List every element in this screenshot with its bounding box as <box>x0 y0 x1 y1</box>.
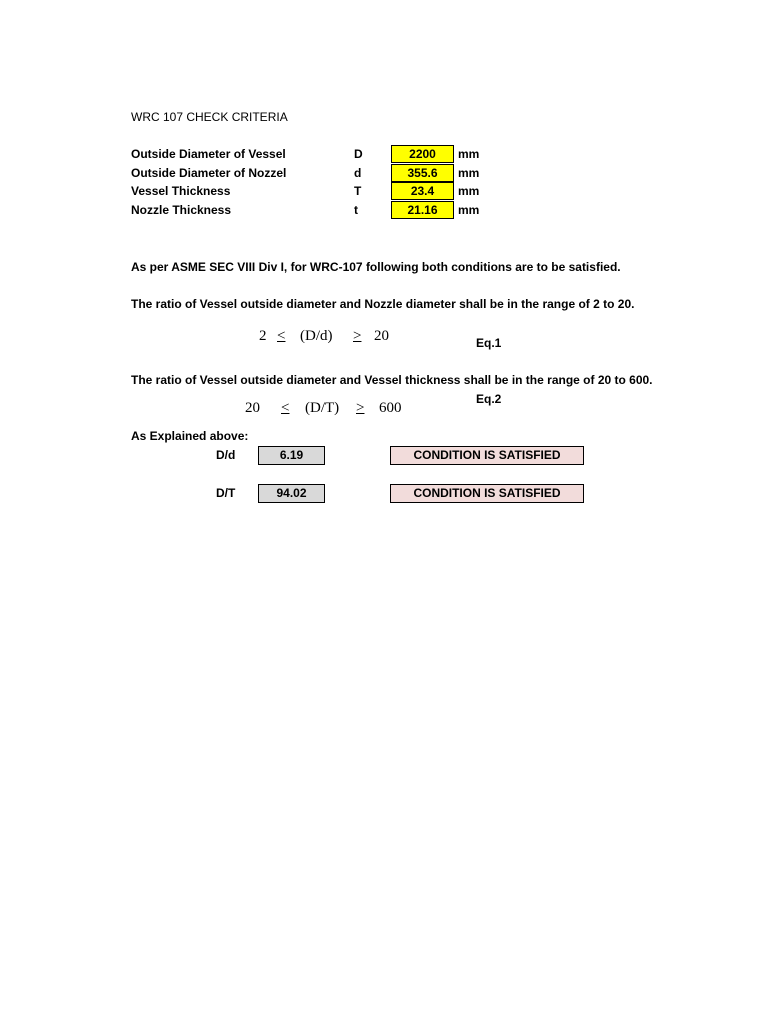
eq1-expr: (D/d) <box>300 328 333 344</box>
result-value-Dd[interactable]: 6.19 <box>258 446 325 465</box>
input-unit: mm <box>458 203 480 217</box>
explained-heading: As Explained above: <box>131 429 249 443</box>
eq2-label: Eq.2 <box>476 392 502 406</box>
eq2-expr: (D/T) <box>305 400 340 416</box>
input-symbol-d: d <box>354 166 362 180</box>
status-badge-Dd: CONDITION IS SATISFIED <box>390 446 584 465</box>
input-unit: mm <box>458 147 480 161</box>
eq2-right: 600 <box>379 400 402 416</box>
input-symbol-D: D <box>354 147 363 161</box>
result-label-DT: D/T <box>216 486 236 500</box>
sheet-title: WRC 107 CHECK CRITERIA <box>131 110 288 124</box>
input-value-d[interactable]: 355.6 <box>391 164 454 182</box>
input-label-vessel-od: Outside Diameter of Vessel <box>131 147 286 161</box>
input-label-nozzle-od: Outside Diameter of Nozzel <box>131 166 287 180</box>
result-label-Dd: D/d <box>216 448 236 462</box>
input-value-D[interactable]: 2200 <box>391 145 454 163</box>
eq2-op1: < <box>281 400 290 416</box>
input-value-T[interactable]: 23.4 <box>391 182 454 200</box>
intro-text: As per ASME SEC VIII Div I, for WRC-107 following both conditions are to be satisfied. <box>131 260 621 274</box>
eq1-op1: < <box>277 328 286 344</box>
input-unit: mm <box>458 166 480 180</box>
result-value-DT[interactable]: 94.02 <box>258 484 325 503</box>
condition-1-text: The ratio of Vessel outside diameter and Nozzle diameter shall be in the range of 2 to 20. <box>131 297 635 311</box>
eq1-label: Eq.1 <box>476 336 502 350</box>
eq2-left: 20 <box>245 400 260 416</box>
input-label-vessel-thickness: Vessel Thickness <box>131 184 231 198</box>
input-symbol-T: T <box>354 184 362 198</box>
input-label-nozzle-thickness: Nozzle Thickness <box>131 203 232 217</box>
eq1-left: 2 <box>259 328 267 344</box>
input-value-t[interactable]: 21.16 <box>391 201 454 219</box>
eq2-op2: > <box>356 400 365 416</box>
status-badge-DT: CONDITION IS SATISFIED <box>390 484 584 503</box>
condition-2-text: The ratio of Vessel outside diameter and Vessel thickness shall be in the range of 20 to 600. <box>131 373 653 387</box>
input-symbol-t: t <box>354 203 358 217</box>
eq1-right: 20 <box>374 328 389 344</box>
eq1-op2: > <box>353 328 362 344</box>
input-unit: mm <box>458 184 480 198</box>
